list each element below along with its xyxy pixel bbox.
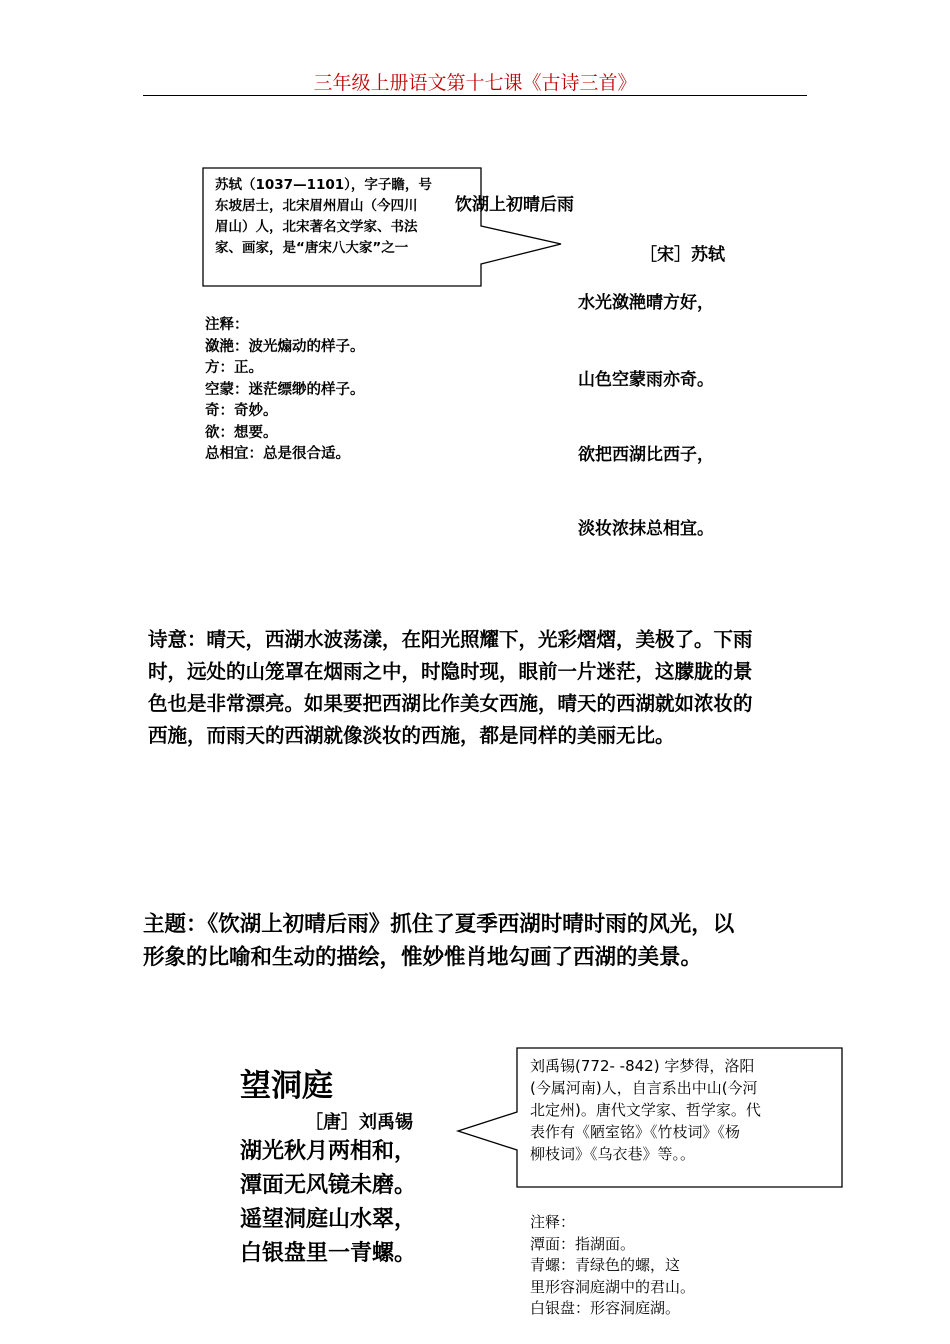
note-line: 注释： <box>205 317 249 333</box>
poem2-lines <box>240 1135 416 1271</box>
poem1-line: 欲把西湖比西子， <box>578 445 714 465</box>
note-line: 潋滟：波光煽动的样子。 <box>205 338 365 355</box>
poem2-title: 望洞庭 <box>240 1068 333 1104</box>
bio-line: 表作有《陋室铭》《竹枝词》《杨 <box>530 1123 741 1141</box>
poem2-author: ［唐］刘禹锡 <box>305 1112 413 1133</box>
poem2-line: 遥望洞庭山水翠， <box>240 1207 417 1232</box>
theme-line: 主题：《饮湖上初晴后雨》抓住了夏季西湖时晴时雨的风光，以 <box>143 912 735 937</box>
bio-line: 刘禹锡(772- -842) 字梦得，洛阳 <box>530 1057 755 1075</box>
note-line: 欲：想要。 <box>205 424 278 441</box>
note-line: 青螺：青绿色的螺，这 <box>530 1256 681 1274</box>
poem1-theme <box>143 908 734 974</box>
poem1-author: ［宋］苏轼 <box>640 245 725 265</box>
note-line: 总相宜：总是很合适。 <box>205 446 350 462</box>
note-line: 方：正。 <box>205 360 263 376</box>
poem1-notes <box>205 315 365 466</box>
bio-line: 苏轼（1037—1101），字子瞻，号 <box>215 177 432 193</box>
meaning-line: 诗意：晴天，西湖水波荡漾，在阳光照耀下，光彩熠熠，美极了。下雨 <box>148 628 753 651</box>
note-line: 白银盘：形容洞庭湖。 <box>530 1299 681 1317</box>
note-line: 潭面：指湖面。 <box>530 1234 636 1253</box>
poem1-line: 山色空蒙雨亦奇。 <box>578 370 714 390</box>
poem1-line: 水光潋滟晴方好， <box>578 293 714 313</box>
note-line: 注释： <box>530 1213 576 1231</box>
meaning-line: 时，远处的山笼罩在烟雨之中，时隐时现，眼前一片迷茫，这朦胧的景 <box>148 660 753 683</box>
poem2-line: 湖光秋月两相和， <box>240 1139 417 1164</box>
note-line: 里形容洞庭湖中的君山。 <box>530 1277 696 1296</box>
meaning-line: 西施，而雨天的西湖就像淡妆的西施，都是同样的美丽无比。 <box>148 724 675 747</box>
theme-line: 形象的比喻和生动的描绘，惟妙惟肖地勾画了西湖的美景。 <box>143 945 703 970</box>
poem2-line: 潭面无风镜未磨。 <box>240 1173 417 1198</box>
bio-line: 柳枝词》《乌衣巷》等。。 <box>530 1145 696 1163</box>
note-line: 空蒙：迷茫缥缈的样子。 <box>205 381 365 398</box>
poem1-line: 淡妆浓抹总相宜。 <box>578 519 714 539</box>
meaning-line: 色也是非常漂亮。如果要把西湖比作美女西施，晴天的西湖就如浓妆的 <box>148 692 753 715</box>
bio-line: 东坡居士，北宋眉州眉山（今四川 <box>215 198 418 214</box>
poem1-bio <box>215 175 432 259</box>
poem2-bio <box>530 1055 761 1165</box>
poem2-notes <box>530 1212 695 1320</box>
bio-line: 北定州)。唐代文学家、哲学家。代 <box>530 1101 761 1119</box>
poem1-meaning <box>148 624 753 752</box>
bio-line: (今属河南)人，自言系出中山(今河 <box>530 1079 758 1097</box>
bio-line: 眉山）人，北宋著名文学家、书法 <box>215 219 418 235</box>
bio-line: 家、画家，是“唐宋八大家”之一 <box>215 240 409 256</box>
poem1-title: 饮湖上初晴后雨 <box>455 195 574 215</box>
note-line: 奇：奇妙。 <box>205 403 278 419</box>
poem2-line: 白银盘里一青螺。 <box>240 1241 417 1266</box>
page-title: 三年级上册语文第十七课《古诗三首》 <box>313 72 637 94</box>
